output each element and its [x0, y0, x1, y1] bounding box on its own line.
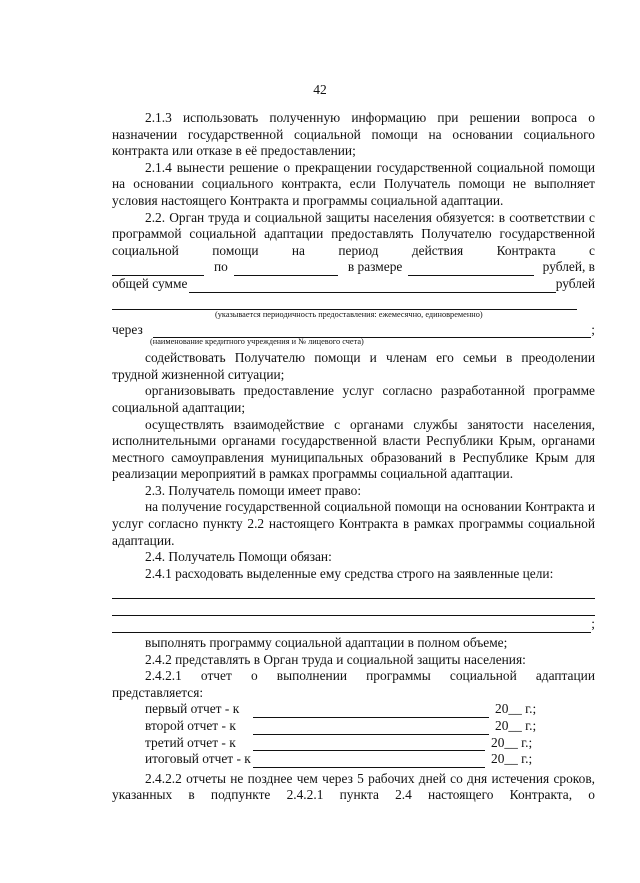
clause-2-4-1: 2.4.1 расходовать выделенные ему средства строго на заявленные цели:: [145, 565, 554, 581]
report-label: третий отчет - к: [145, 734, 236, 750]
report-date-blank[interactable]: [253, 705, 489, 718]
clause-2-3-right: на получение государственной социальной помощи на основании Контракта и услуг согласно пункту 2.2 настоящего Контракта в рамках программы социальной адаптации.: [112, 499, 595, 548]
page-number: 42: [313, 82, 327, 97]
purpose-blank-2[interactable]: [112, 599, 595, 616]
rubles-v-label: рублей, в: [542, 259, 595, 275]
po-label: по: [214, 259, 228, 275]
report-row-3: [112, 735, 595, 752]
report-year: 20__ г.;: [495, 701, 537, 717]
report-row-1: [112, 701, 595, 718]
clause-2-3: 2.3. Получатель помощи имеет право:: [145, 482, 362, 498]
clause-2-4-2: 2.4.2 представлять в Орган труда и социальной защиты населения:: [145, 651, 526, 667]
amount-label: в размере: [347, 259, 403, 275]
clause-2-1-4: 2.1.4 вынести решение о прекращении государственной социальной помощи на основании социального контракта, если Получатель помощи не выполняет условия настоящего Контракта и программы социальной адаптации.: [112, 159, 595, 208]
purpose-blank-1[interactable]: [112, 582, 595, 599]
duty-support: содействовать Получателю помощи и членам его семьи в преодолении трудной жизненной ситуации;: [112, 350, 595, 382]
bank-row: [112, 322, 595, 339]
report-label: первый отчет - к: [145, 701, 240, 717]
total-label: общей сумме: [112, 275, 188, 291]
rubles-label: рублей: [555, 275, 595, 291]
clause-2-4-2-1: 2.4.2.1 отчет о выполнении программы социальной адаптации представляется:: [112, 668, 595, 700]
report-label: второй отчет - к: [145, 718, 236, 733]
report-row-4: [112, 751, 595, 768]
purpose-semicolon: ;: [591, 616, 595, 632]
clause-2-2: 2.2. Орган труда и социальной защиты населения обязуется: в соответствии с программой социальной адаптации предоставлять Получателю государственной социальной помощи на период действия Контракта с: [112, 209, 595, 258]
report-label: итоговый отчет - к: [145, 751, 251, 767]
report-date-blank[interactable]: [253, 722, 489, 735]
report-date-blank[interactable]: [253, 755, 485, 768]
total-row: [112, 276, 595, 293]
periodicity-caption: (указывается периодичность предоставления: ежемесячно, единовременно): [215, 309, 483, 319]
purpose-row-3: [112, 616, 595, 633]
report-year: 20__ г.;: [491, 751, 533, 767]
clause-2-1-3: 2.1.3 использовать полученную информацию при решении вопроса о назначении государственной социальной помощи на основании социального контракта или отказе в её предоставлении;: [112, 110, 595, 159]
amount-blank[interactable]: [408, 263, 534, 276]
duty-services: организовывать предоставление услуг согласно разработанной программе социальной адаптации;: [112, 383, 595, 415]
cherez-label: через: [112, 321, 143, 337]
contract-body: [112, 110, 595, 804]
duty-interaction: осуществлять взаимодействие с органами службы занятости населения, исполнительными органами государственной власти Республики Крым, органами местного самоуправления муниципальных образований в Республике Крым для реализации мероприятий в рамках программы социальной адаптации.: [112, 416, 595, 482]
report-year: 20__ г.;: [491, 734, 533, 750]
periodicity-blank[interactable]: [112, 293, 577, 310]
report-date-blank[interactable]: [253, 738, 485, 751]
clause-2-4: 2.4. Получатель Помощи обязан:: [145, 549, 332, 565]
duty-program: выполнять программу социальной адаптации в полном объеме;: [145, 635, 508, 651]
bank-caption: (наименование кредитного учреждения и № лицевого счета): [150, 337, 364, 347]
clause-2-4-2-2: 2.4.2.2 отчеты не позднее чем через 5 рабочих дней со дня истечения сроков, указанных в подпункте 2.4.2.1 пункта 2.4 настоящего Контракта, о: [112, 770, 595, 803]
period-row: [112, 259, 595, 276]
report-year: 20__ г.;: [495, 718, 537, 733]
report-row-2: [112, 718, 595, 735]
date-from-blank[interactable]: [112, 263, 204, 276]
total-sum-blank[interactable]: [189, 280, 555, 293]
bank-row-semicolon: ;: [591, 321, 595, 337]
date-to-blank[interactable]: [234, 263, 338, 276]
purpose-blank-3[interactable]: [112, 618, 591, 633]
